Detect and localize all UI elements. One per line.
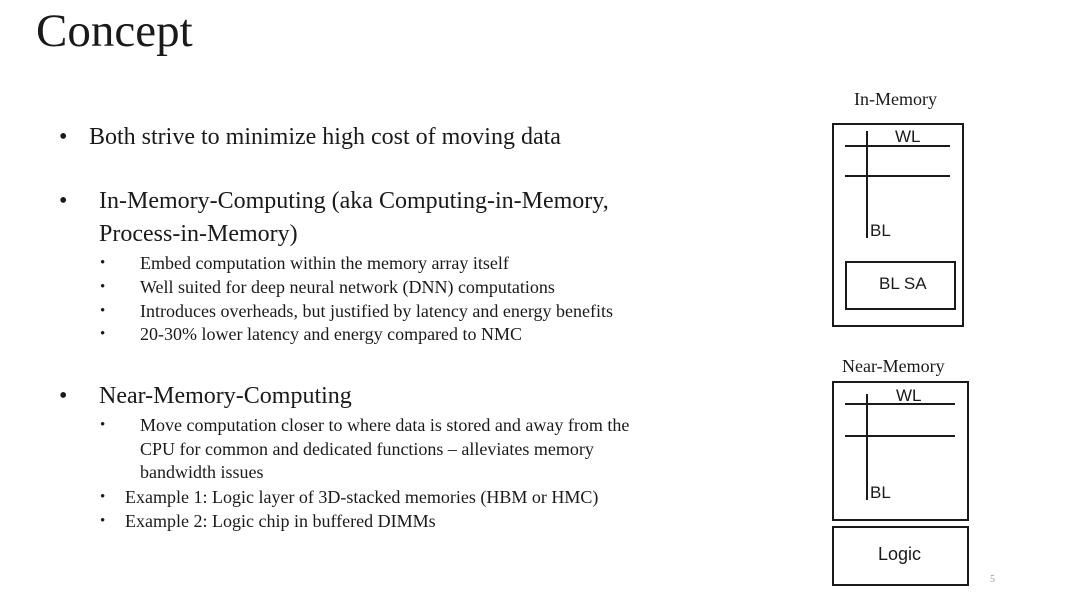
bullet-2-line-1: In-Memory-Computing (aka Computing-in-Memory, bbox=[99, 188, 609, 214]
sub-bullet-text: 20-30% lower latency and energy compared to NMC bbox=[140, 324, 523, 344]
bullet-dot: • bbox=[59, 188, 68, 214]
sub-bullet bbox=[100, 300, 614, 324]
bl-label: BL bbox=[870, 483, 891, 502]
bullet-3 bbox=[59, 380, 352, 413]
slide-title: Concept bbox=[36, 5, 193, 57]
wordline bbox=[845, 435, 955, 437]
bullet-dot: • bbox=[59, 383, 68, 409]
logic-label: Logic bbox=[878, 544, 922, 564]
bitline bbox=[866, 394, 868, 500]
bullet-dot: • bbox=[100, 417, 106, 433]
sub-bullet bbox=[100, 323, 523, 347]
bullet-dot: • bbox=[100, 513, 106, 529]
sub-bullet-text: Example 1: Logic layer of 3D-stacked memories (HBM or HMC) bbox=[125, 487, 599, 507]
sub-bullet-text: Example 2: Logic chip in buffered DIMMs bbox=[125, 511, 436, 531]
in-memory-label: In-Memory bbox=[854, 89, 937, 109]
sub-bullet-line-2: CPU for common and dedicated functions – alleviates memory bbox=[140, 438, 594, 459]
page-number: 5 bbox=[990, 574, 995, 585]
sub-bullet bbox=[100, 414, 630, 485]
sub-bullet-text: Embed computation within the memory array itself bbox=[140, 253, 509, 273]
sub-bullet-text: Well suited for deep neural network (DNN) computations bbox=[140, 277, 555, 297]
bullet-dot: • bbox=[100, 279, 106, 295]
bullet-2-line-2: Process-in-Memory) bbox=[99, 221, 298, 247]
wl-label: WL bbox=[896, 386, 922, 405]
sub-bullet bbox=[100, 252, 509, 276]
bullet-2 bbox=[59, 185, 609, 251]
bullet-dot: • bbox=[100, 303, 106, 319]
wl-label: WL bbox=[895, 127, 921, 146]
near-memory-label: Near-Memory bbox=[842, 356, 945, 376]
sub-bullet-line-1: Move computation closer to where data is stored and away from the bbox=[140, 415, 630, 435]
bullet-1 bbox=[59, 121, 561, 154]
bitline bbox=[866, 131, 868, 238]
sub-bullet-text: Introduces overheads, but justified by latency and energy benefits bbox=[140, 301, 614, 321]
sense-amp-label: BL SA bbox=[879, 274, 927, 293]
bullet-dot: • bbox=[100, 489, 106, 505]
bl-label: BL bbox=[870, 221, 891, 240]
bullet-dot: • bbox=[100, 326, 106, 342]
sub-bullet-line-3: bandwidth issues bbox=[140, 462, 264, 482]
bullet-3-text: Near-Memory-Computing bbox=[99, 383, 352, 409]
sub-bullet bbox=[100, 276, 555, 300]
bullet-1-text: Both strive to minimize high cost of moving data bbox=[89, 124, 561, 150]
wordline bbox=[845, 175, 950, 177]
bullet-dot: • bbox=[59, 124, 68, 150]
sub-bullet bbox=[100, 510, 436, 534]
bullet-dot: • bbox=[100, 255, 106, 271]
sub-bullet bbox=[100, 486, 599, 510]
